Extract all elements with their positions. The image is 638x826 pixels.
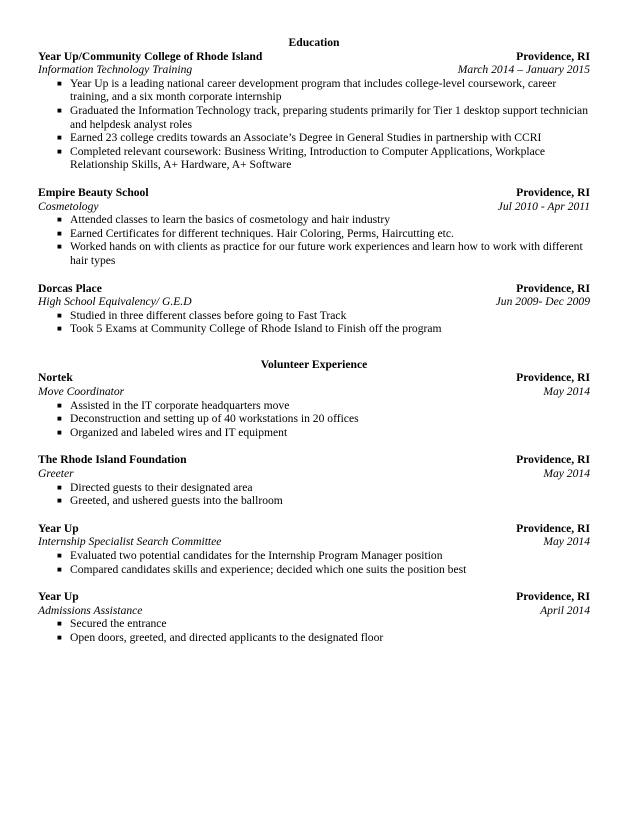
entry-organization: The Rhode Island Foundation	[38, 453, 187, 467]
list-item: ■ Year Up is a leading national career development program that includes college-level coursework, career training, and a six month corporate internship	[57, 76, 557, 104]
entry-role: High School Equivalency/ G.E.D	[38, 295, 192, 309]
entry-location: Providence, RI	[516, 185, 590, 199]
education-entry-3	[38, 282, 590, 336]
square-bullet-icon: ■	[57, 242, 62, 252]
entry-date: May 2014	[543, 467, 590, 481]
list-item: ■ Assisted in the IT corporate headquarters move	[57, 398, 290, 412]
entry-organization: Year Up	[38, 521, 79, 535]
entry-location: Providence, RI	[516, 371, 590, 385]
entry-role: Cosmetology	[38, 199, 99, 213]
list-item: ■ Compared candidates skills and experience; decided which one suits the position best	[57, 562, 467, 576]
square-bullet-icon: ■	[57, 78, 62, 88]
square-bullet-icon: ■	[57, 564, 62, 574]
education-heading: Education	[288, 36, 340, 49]
square-bullet-icon: ■	[57, 310, 62, 320]
entry-role: Move Coordinator	[38, 385, 125, 399]
list-item: ■ Worked hands on with clients as practice for our future work experiences and learn how to work with different hair types	[57, 240, 583, 267]
education-entry-1	[38, 50, 590, 172]
volunteer-entry-3	[38, 522, 590, 576]
entry-location: Providence, RI	[516, 453, 590, 467]
entry-bullet-list	[38, 213, 590, 267]
square-bullet-icon: ■	[57, 133, 62, 143]
list-item: ■ Earned Certificates for different techniques. Hair Coloring, Perms, Haircutting etc.	[57, 226, 454, 240]
entry-bullet-list	[38, 481, 590, 508]
square-bullet-icon: ■	[57, 414, 62, 424]
volunteer-entry-1	[38, 371, 590, 439]
entry-bullet-list	[38, 399, 590, 440]
entry-role: Information Technology Training	[38, 63, 193, 77]
square-bullet-icon: ■	[57, 105, 62, 115]
entry-location: Providence, RI	[516, 281, 590, 295]
entry-role: Admissions Assistance	[38, 603, 143, 617]
volunteer-entry-2	[38, 453, 590, 507]
square-bullet-icon: ■	[57, 228, 62, 238]
entry-organization: Dorcas Place	[38, 281, 102, 295]
volunteer-entry-4	[38, 590, 590, 644]
list-item: ■ Greeted, and ushered guests into the ballroom	[57, 494, 283, 508]
entry-location: Providence, RI	[516, 590, 590, 604]
entry-date: Jul 2010 - Apr 2011	[497, 199, 590, 213]
list-item: ■ Earned 23 college credits towards an Associate’s Degree in General Studies in partnership with CCRI	[57, 131, 542, 145]
list-item: ■ Evaluated two potential candidates for the Internship Program Manager position	[57, 549, 443, 562]
list-item: ■ Attended classes to learn the basics of cosmetology and hair industry	[57, 213, 391, 227]
entry-location: Providence, RI	[516, 49, 590, 63]
entry-bullet-list	[38, 309, 590, 336]
square-bullet-icon: ■	[57, 496, 62, 506]
square-bullet-icon: ■	[57, 619, 62, 629]
entry-role: Greeter	[38, 467, 74, 481]
square-bullet-icon: ■	[57, 324, 62, 334]
entry-organization: Year Up	[38, 590, 79, 604]
entry-organization: Empire Beauty School	[38, 185, 149, 199]
square-bullet-icon: ■	[57, 482, 62, 492]
square-bullet-icon: ■	[57, 146, 62, 156]
list-item: ■ Secured the entrance	[57, 617, 167, 631]
entry-bullet-list	[38, 77, 590, 172]
entry-bullet-list	[38, 549, 590, 576]
list-item: ■ Took 5 Exams at Community College of Rhode Island to Finish off the program	[57, 322, 442, 336]
entry-organization: Year Up/Community College of Rhode Island	[38, 49, 263, 63]
entry-bullet-list	[38, 617, 590, 644]
resume-page	[38, 36, 590, 645]
entry-date: March 2014 – January 2015	[457, 63, 590, 77]
list-item: ■ Graduated the Information Technology track, preparing students primarily for Tier 1 desktop support technician and helpdesk analyst roles	[57, 103, 588, 131]
entry-date: May 2014	[543, 535, 590, 549]
list-item: ■ Deconstruction and setting up of 40 workstations in 20 offices	[57, 412, 359, 426]
list-item: ■ Directed guests to their designated area	[57, 480, 253, 494]
entry-role: Internship Specialist Search Committee	[38, 535, 222, 549]
square-bullet-icon: ■	[57, 632, 62, 642]
square-bullet-icon: ■	[57, 215, 62, 225]
square-bullet-icon: ■	[57, 427, 62, 437]
square-bullet-icon: ■	[57, 400, 62, 410]
list-item: ■ Organized and labeled wires and IT equipment	[57, 425, 288, 439]
volunteer-heading: Volunteer Experience	[260, 357, 368, 371]
entry-date: Jun 2009- Dec 2009	[495, 295, 590, 309]
entry-date: April 2014	[540, 603, 590, 617]
education-entry-2	[38, 186, 590, 268]
list-item: ■ Studied in three different classes before going to Fast Track	[57, 308, 347, 322]
list-item: ■ Open doors, greeted, and directed applicants to the designated floor	[57, 630, 384, 644]
square-bullet-icon: ■	[57, 551, 62, 560]
list-item: ■ Completed relevant coursework: Business Writing, Introduction to Computer Applications, Workplace Relationship Skills, A+ Hardware, A+ Software	[57, 144, 546, 172]
entry-organization: Nortek	[38, 371, 73, 385]
entry-location: Providence, RI	[516, 521, 590, 535]
entry-date: May 2014	[543, 385, 590, 399]
